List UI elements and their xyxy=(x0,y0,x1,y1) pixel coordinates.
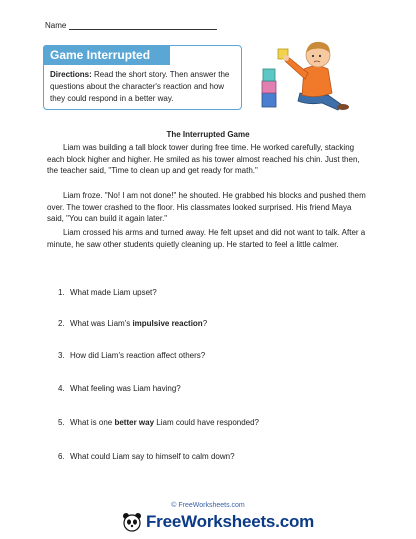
panda-logo-icon xyxy=(122,512,142,532)
question-2: 2. What was Liam's impulsive reaction? xyxy=(58,319,208,328)
block-pink xyxy=(262,81,276,93)
footer-brand xyxy=(122,512,314,532)
story-paragraph-3: Liam crossed his arms and turned away. He felt upset and did not want to talk. After a minute, he saw other students quietly cleaning up. He started to feel a little calmer. xyxy=(47,228,366,249)
boy-hand xyxy=(283,55,289,61)
directions-label: Directions: xyxy=(50,70,92,79)
name-label: Name xyxy=(45,21,67,30)
boy-shoe xyxy=(337,104,349,110)
boy-arm xyxy=(285,57,308,79)
question-5: 5. What is one better way Liam could have responded? xyxy=(58,418,260,427)
boy-with-blocks-illustration xyxy=(252,35,357,113)
boy-shirt xyxy=(302,66,332,97)
story-title: The Interrupted Game xyxy=(166,130,250,139)
worksheet-title: Game Interrupted xyxy=(43,45,170,65)
story-paragraph-2: Liam froze. "No! I am not done!" he shouted. He grabbed his blocks and pushed them over. The tower crashed to the floor. His classmates looked surprised. His friend Maya said, "You can build it again later." xyxy=(47,191,366,223)
block-teal xyxy=(263,69,275,81)
emphasis: impulsive reaction xyxy=(132,319,203,328)
title-box xyxy=(43,45,242,110)
boy-eye xyxy=(319,55,321,57)
brand-name: FreeWorksheets.com xyxy=(146,512,315,531)
question-1: 1. What made Liam upset? xyxy=(58,288,157,297)
emphasis: better way xyxy=(114,418,155,427)
directions xyxy=(50,69,237,105)
block-blue xyxy=(262,93,276,107)
name-line xyxy=(69,20,217,30)
directions-text: Read the short story. Then answer the questions about the character's reaction and how they could respond in a better way. xyxy=(50,70,230,103)
name-field xyxy=(45,20,217,30)
question-4: 4. What feeling was Liam having? xyxy=(58,384,181,393)
story-paragraph-1: Liam was building a tall block tower during free time. He worked carefully, stacking each block higher and higher. He smiled as his tower almost reached his chin. Just then, the teacher said, "Time to clean up and get ready for math." xyxy=(47,143,360,175)
question-6: 6. What could Liam say to himself to calm down? xyxy=(58,452,235,461)
question-3: 3. How did Liam's reaction affect others? xyxy=(58,351,206,360)
boy-eye xyxy=(312,55,314,57)
footer-link[interactable]: © FreeWorksheets.com xyxy=(171,502,245,509)
